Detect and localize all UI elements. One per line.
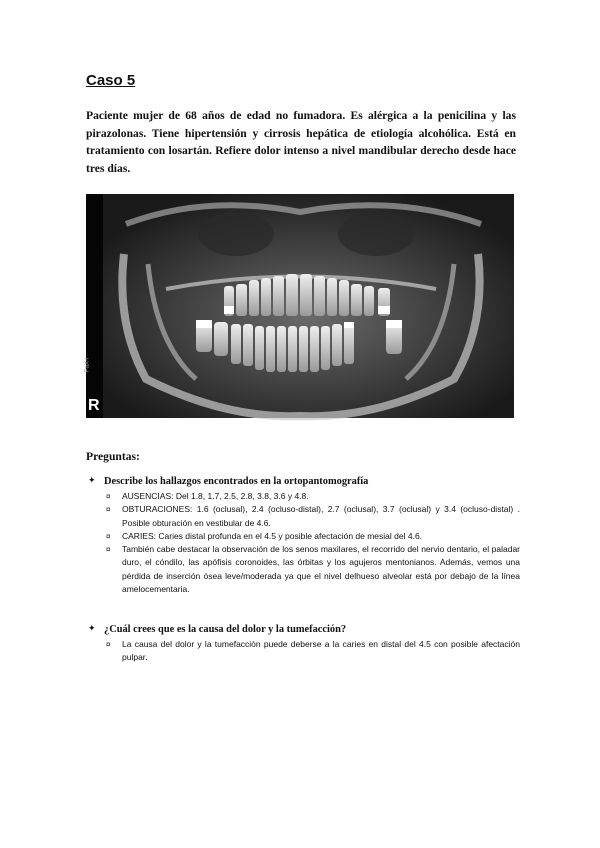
star-bullet-icon: ✦ xyxy=(88,476,96,486)
list-item: ¤ También cabe destacar la observación de los senos maxilares, el recorrido del nervio dentario, el paladar duro, el cóndilo, las apófisis coronoides, las órbitas y los agujeros mentonianos. Además, vemos una pérdida de inserción ósea leve/moderada ya que el nivel delhueso alveolar está por debajo de la línea amelocementaria. xyxy=(106,544,520,595)
question-1-heading xyxy=(86,476,520,487)
panoramic-xray-image xyxy=(86,194,514,418)
list-item: ¤ OBTURACIONES: 1.6 (oclusal), 2.4 (ocluso-distal), 2.7 (oclusal), 3.7 (oclusal) y 3.4 (ocluso-distal) . Posible obturación en vestibular de 4.6. xyxy=(106,504,520,528)
question-2-heading xyxy=(86,624,520,635)
question-2-text: ¿Cuál crees que es la causa del dolor y la tumefacción? xyxy=(104,624,347,635)
question-1-answers xyxy=(86,490,520,596)
xray-orientation-mark: R xyxy=(88,397,100,414)
list-item: ¤ AUSENCIAS: Del 1.8, 1.7, 2.5, 2.8, 3.8, 3.6 y 4.8. xyxy=(86,490,520,503)
currency-bullet-icon: ¤ xyxy=(106,505,111,515)
question-2 xyxy=(86,624,520,665)
questions-heading: Preguntas: xyxy=(86,450,140,463)
list-item: ¤ La causa del dolor y la tumefacción puede deberse a la caries en distal del 4.5 con posible afectación pulpar. xyxy=(106,639,520,663)
currency-bullet-icon: ¤ xyxy=(106,531,111,541)
question-1 xyxy=(86,476,520,596)
xray-side-strip xyxy=(86,194,103,418)
question-1-text: Describe los hallazgos encontrados en la ortopantomografía xyxy=(104,476,369,487)
case-description: Paciente mujer de 68 años de edad no fumadora. Es alérgica a la penicilina y las pirazolonas. Tiene hipertensión y cirrosis hepática de etiología alcohólica. Está en tratamiento con losartán. Refiere dolor intenso a nivel mandibular derecho desde hace tres días. xyxy=(86,109,516,175)
currency-bullet-icon: ¤ xyxy=(106,492,111,501)
xray-device-label: PaX-i xyxy=(84,357,91,373)
case-title: Caso 5 xyxy=(86,72,136,89)
star-bullet-icon: ✦ xyxy=(88,624,96,634)
currency-bullet-icon: ¤ xyxy=(106,545,111,555)
list-item: ¤ CARIES: Caries distal profunda en el 4.5 y posible afectación de mesial del 4.6. xyxy=(86,530,520,543)
currency-bullet-icon: ¤ xyxy=(106,640,111,649)
question-2-answers xyxy=(86,638,520,665)
xray-graphic xyxy=(86,194,514,418)
